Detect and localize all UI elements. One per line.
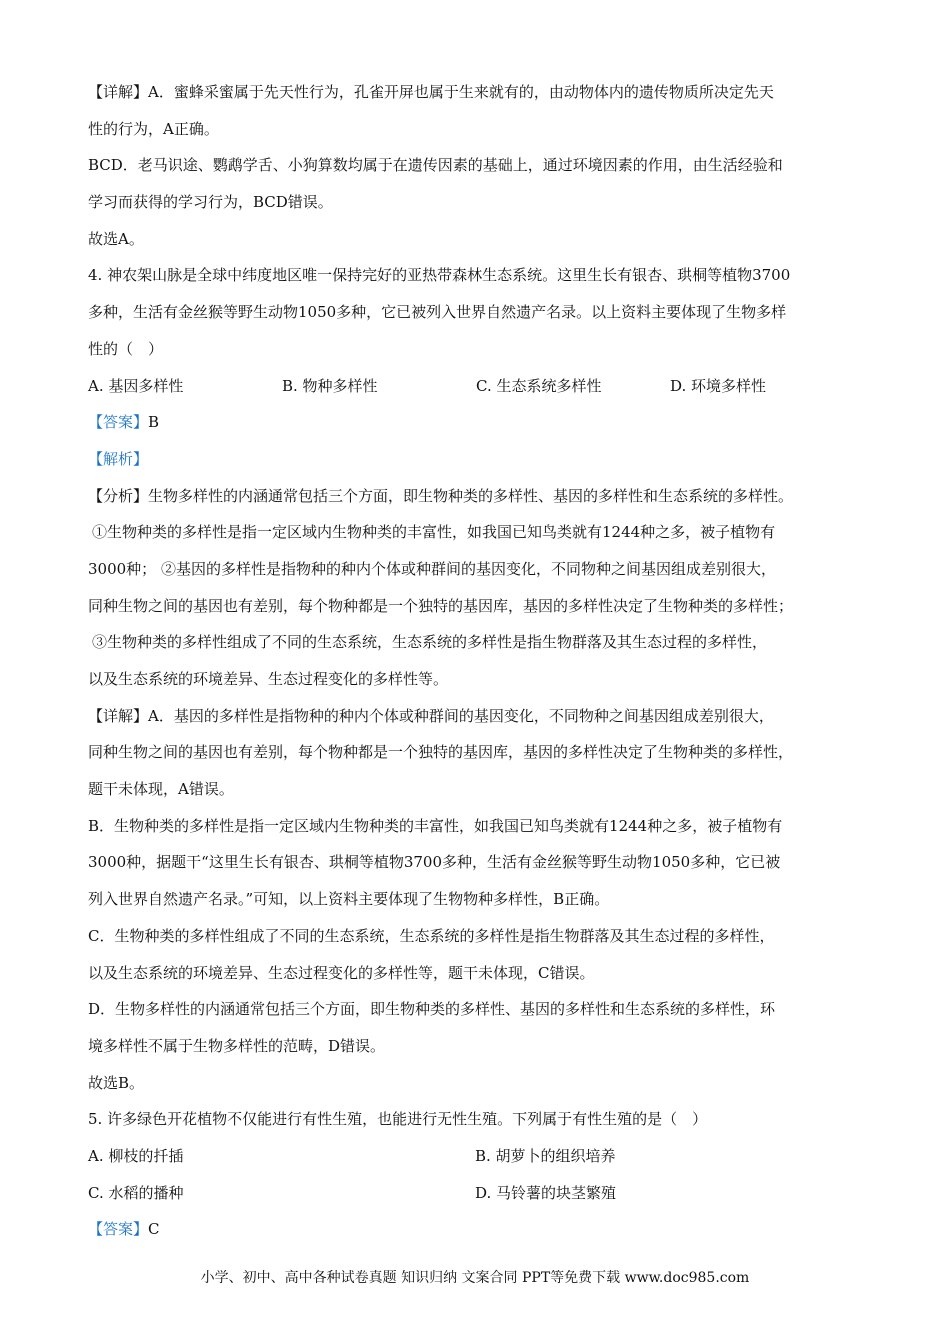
q4-analysis-line-1 bbox=[88, 478, 878, 515]
q5-option-d: D. 马铃薯的块茎繁殖 bbox=[475, 1183, 617, 1202]
text: A．蜜蜂采蜜属于先天性行为，孔雀开屏也属于生来就有的，由动物体内的遗传物质所决定先天 bbox=[148, 83, 774, 101]
q4-detail-line-10: 境多样性不属于生物多样性的范畴，D错误。 bbox=[88, 1036, 386, 1055]
q4-analysis-line-4: 同种生物之间的基因也有差别，每个物种都是一个独特的基因库，基因的多样性决定了生物种类的多样性； bbox=[88, 596, 794, 615]
q4-detail-line-9: D．生物多样性的内涵通常包括三个方面，即生物种类的多样性、基因的多样性和生态系统的多样性，环 bbox=[88, 1000, 776, 1019]
q4-conclusion: 故选B。 bbox=[88, 1073, 145, 1092]
q4-answer bbox=[88, 404, 878, 441]
answer-tag: 【答案】 bbox=[88, 1220, 149, 1239]
detail-tag: 【详解】 bbox=[88, 83, 149, 101]
answer-value: B bbox=[148, 413, 160, 432]
q4-detail-line-5: 3000种，据题干“这里生长有银杏、珙桐等植物3700多种，生活有金丝猴等野生动物1050多种，它已被 bbox=[88, 853, 781, 872]
q4-stem-line-3: 性的（ ） bbox=[88, 339, 164, 358]
q3-detail-line-1 bbox=[88, 74, 878, 111]
q4-detail-line-3: 题干未体现，A错误。 bbox=[88, 780, 234, 799]
q5-options-row-1 bbox=[88, 1138, 878, 1175]
q4-detail-line-8: 以及生态系统的环境差异、生态过程变化的多样性等，题干未体现，C错误。 bbox=[88, 963, 595, 982]
q3-conclusion: 故选A。 bbox=[88, 229, 144, 248]
q4-detail-line-4: B．生物种类的多样性是指一定区域内生物种类的丰富性，如我国已知鸟类就有1244种之多，被子植物有 bbox=[88, 816, 783, 835]
q4-jiexi bbox=[88, 441, 878, 478]
q4-option-d: D. 环境多样性 bbox=[670, 376, 767, 395]
answer-tag: 【答案】 bbox=[88, 413, 149, 432]
q4-stem-line-1: 4. 神农架山脉是全球中纬度地区唯一保持完好的亚热带森林生态系统。这里生长有银杏、珙桐等植物3700 bbox=[88, 266, 791, 285]
q4-analysis-line-5: ③生物种类的多样性组成了不同的生态系统，生态系统的多样性是指生物群落及其生态过程的多样性， bbox=[92, 633, 768, 652]
answer-value: C bbox=[148, 1220, 160, 1239]
text: A．基因的多样性是指物种的种内个体或种群间的基因变化，不同物种之间基因组成差别很大， bbox=[148, 706, 774, 725]
q3-detail-line-4: 学习而获得的学习行为，BCD错误。 bbox=[88, 193, 333, 212]
page-content bbox=[88, 74, 878, 1248]
analysis-tag: 【分析】 bbox=[88, 486, 149, 505]
q4-analysis-line-3: 3000种； ②基因的多样性是指物种的种内个体或种群间的基因变化，不同物种之间基因组成差别很大， bbox=[88, 559, 776, 578]
q4-detail-line-6: 列入世界自然遗产名录。”可知，以上资料主要体现了生物物种多样性，B正确。 bbox=[88, 890, 610, 909]
q5-answer bbox=[88, 1211, 878, 1248]
q4-detail-line-7: C．生物种类的多样性组成了不同的生态系统，生态系统的多样性是指生物群落及其生态过程的多样性， bbox=[88, 926, 775, 945]
q5-options-row-2 bbox=[88, 1175, 878, 1212]
q4-option-c: C. 生态系统多样性 bbox=[476, 376, 602, 395]
q4-analysis-line-6: 以及生态系统的环境差异、生态过程变化的多样性等。 bbox=[88, 670, 449, 688]
q3-detail-line-3: BCD．老马识途、鹦鹉学舌、小狗算数均属于在遗传因素的基础上，通过环境因素的作用，由生活经验和 bbox=[88, 156, 783, 175]
q5-option-b: B. 胡萝卜的组织培养 bbox=[475, 1146, 616, 1165]
text: 生物多样性的内涵通常包括三个方面，即生物种类的多样性、基因的多样性和生态系统的多样性。 bbox=[148, 486, 794, 505]
q4-analysis-line-2: ①生物种类的多样性是指一定区域内生物种类的丰富性，如我国已知鸟类就有1244种之多，被子植物有 bbox=[92, 523, 776, 542]
q4-options bbox=[88, 368, 878, 405]
q5-option-a: A. 柳枝的扦插 bbox=[88, 1146, 184, 1165]
q4-detail-line-1 bbox=[88, 698, 878, 735]
q5-stem: 5. 许多绿色开花植物不仅能进行有性生殖，也能进行无性生殖。下列属于有性生殖的是（ ） bbox=[88, 1110, 708, 1129]
detail-tag: 【详解】 bbox=[88, 706, 149, 725]
q4-option-b: B. 物种多样性 bbox=[282, 376, 378, 395]
q4-detail-line-2: 同种生物之间的基因也有差别，每个物种都是一个独特的基因库，基因的多样性决定了生物种类的多样性， bbox=[88, 743, 794, 762]
q4-option-a: A. 基因多样性 bbox=[88, 376, 184, 395]
q5-option-c: C. 水稻的播种 bbox=[88, 1183, 184, 1202]
q3-detail-line-2: 性的行为，A正确。 bbox=[88, 119, 219, 138]
jiexi-tag: 【解析】 bbox=[88, 449, 149, 468]
page-footer: 小学、初中、高中各种试卷真题 知识归纳 文案合同 PPT等免费下载 www.doc985.com bbox=[200, 1270, 750, 1286]
q4-stem-line-2: 多种，生活有金丝猴等野生动物1050多种，它已被列入世界自然遗产名录。以上资料主要体现了生物多样 bbox=[88, 303, 787, 322]
